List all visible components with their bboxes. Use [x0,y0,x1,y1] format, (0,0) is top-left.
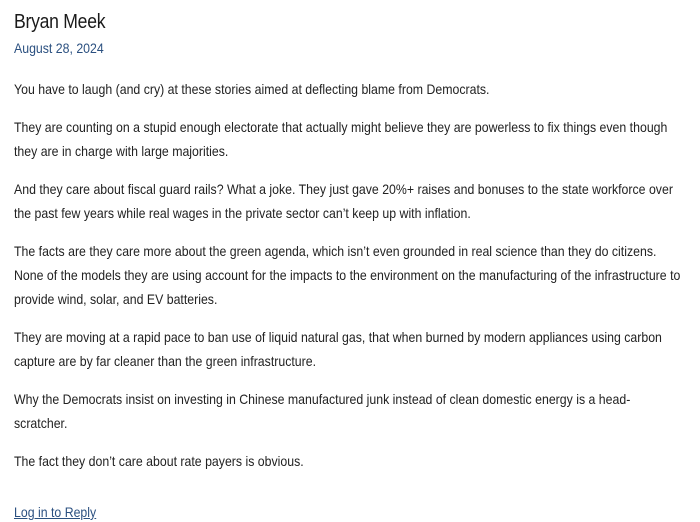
log-in-to-reply-link[interactable]: Log in to Reply [14,504,97,520]
comment-paragraph: The facts are they care more about the green agenda, which isn’t even grounded in real science than they do citizens. None of the models they are using account for the impacts to the environment on the manufacturing of the infrastructure to provide wind, solar, and EV batteries. [14,243,681,307]
comment-paragraph: They are moving at a rapid pace to ban use of liquid natural gas, that when burned by modern appliances using carbon capture are by far cleaner than the green infrastructure. [14,329,662,369]
comment-paragraph: The fact they don’t care about rate payers is obvious. [14,453,304,469]
comment-date-link[interactable]: August 28, 2024 [14,40,104,56]
comment-paragraph: They are counting on a stupid enough electorate that actually might believe they are powerless to fix things even though they are in charge with large majorities. [14,119,668,159]
comment-paragraph: And they care about fiscal guard rails? What a joke. They just gave 20%+ raises and bonuses to the state workforce over the past few years while real wages in the private sector can’t keep up with inflation. [14,181,673,221]
comment-paragraph: You have to laugh (and cry) at these stories aimed at deflecting blame from Democrats. [14,81,490,97]
comment-body [14,77,686,473]
comment-paragraph: Why the Democrats insist on investing in Chinese manufactured junk instead of clean domestic energy is a head-scratcher. [14,391,631,431]
comment-author: Bryan Meek [14,11,106,33]
